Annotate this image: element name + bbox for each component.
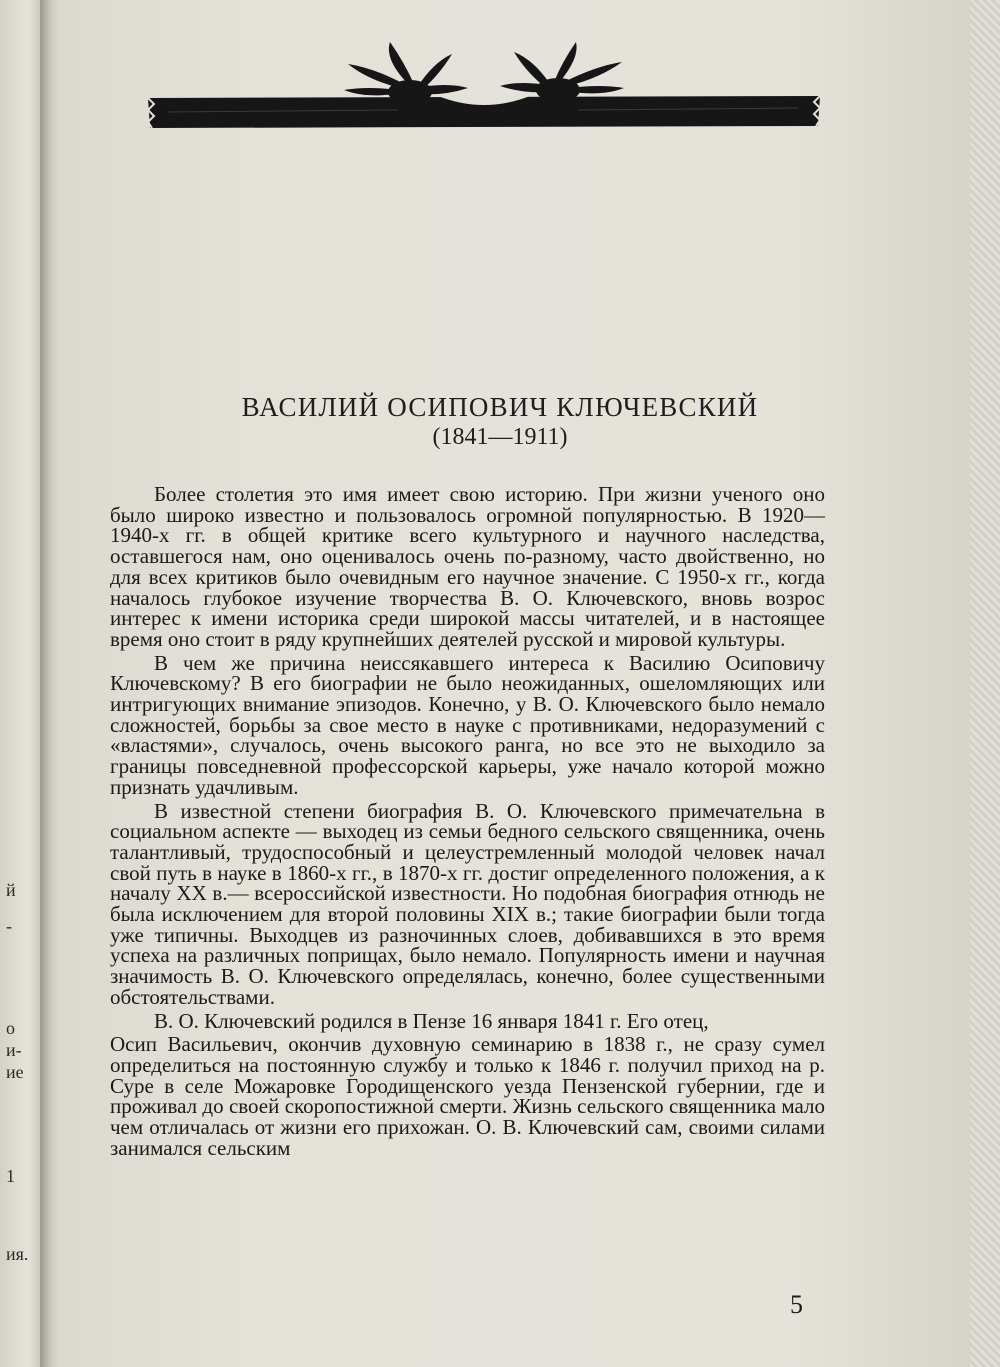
left-page-fragment: й [6,880,16,900]
left-page-edge [0,0,40,1367]
paragraph: В. О. Ключевский родился в Пензе 16 января 1841 г. Его отец, [154,1008,709,1033]
tablecloth-background [970,0,1000,1367]
left-page-fragment: ие [6,1062,24,1082]
left-page-fragment: - [6,916,12,936]
paragraph: В известной степени биография В. О. Ключевского примечательна в социальном аспекте — выходец из семьи бедного сельского священника, очень талантливый, трудоспособный и целеустремленный молодой человек начал свой путь в науке в 1860-х гг., в 1870-х гг. достиг определенного положения, а к началу XX в.— всероссийской известности. Но подобная биография отнюдь не была исключением для второй половины XIX в.; такие биографии были тогда уже типичны. Выходцев из разночинных слоев, добивавшихся в это время успеха на различных поприщах, было немало. Популярность имени и научная значимость В. О. Ключевского определялась, конечно, более существенными обстоятельствами. [110,798,825,1009]
paragraph: В чем же причина неиссякавшего интереса к Василию Осиповичу Ключевскому? В его биографии не было неожиданных, ошеломляющих или интригующих внимание эпизодов. Конечно, у В. О. Ключевского было немало сложностей, борьбы за свое место в науке с противниками, недоразумений с «властями», случалось, очень высокого ранга, но все это не выходило за границы повседневной профессорской карьеры, уже начало которой можно признать удачливым. [110,650,825,799]
paragraph: Осип Васильевич, окончив духовную семинарию в 1838 г., не сразу сумел определиться на постоянную службу и только к 1846 г. получил приход на р. Суре в селе Можаровке Городищенского уезда Пензенской губернии, где и проживал до своей скоропостижной смерти. Жизнь сельского священника мало чем отличалась от жизни его прихожан. О. В. Ключевский сам, своими силами занимался сельским [110,1032,825,1160]
chapter-years: (1841—1911) [432,424,568,450]
left-page-fragment: о [6,1018,15,1038]
left-page-fragment: 1 [6,1166,15,1186]
chapter-title: ВАСИЛИЙ ОСИПОВИЧ КЛЮЧЕВСКИЙ [241,392,759,422]
left-page-fragment: и- [6,1040,22,1060]
paragraph: Более столетия это имя имеет свою историю. При жизни ученого оно было широко известно и пользовалось огромной популярностью. В 1920—1940-х гг. в общей критике всего культурного и научного наследства, оставшегося нам, оно оценивалось очень по-разному, часто двойственно, но для всех критиков было очевидным его научное значение. С 1950-х гг., когда началось глубокое изучение творчества В. О. Ключевского, вновь возрос интерес к имени историка среди широкой массы читателей, и в настоящее время оно стоит в ряду крупнейших деятелей русской и мировой культуры. [110,482,825,651]
body-text [110,484,825,1159]
laurel-ornament-icon [148,40,820,140]
page-number: 5 [790,1290,803,1319]
book-gutter [40,0,60,1367]
left-page-fragment: ия. [6,1244,29,1264]
